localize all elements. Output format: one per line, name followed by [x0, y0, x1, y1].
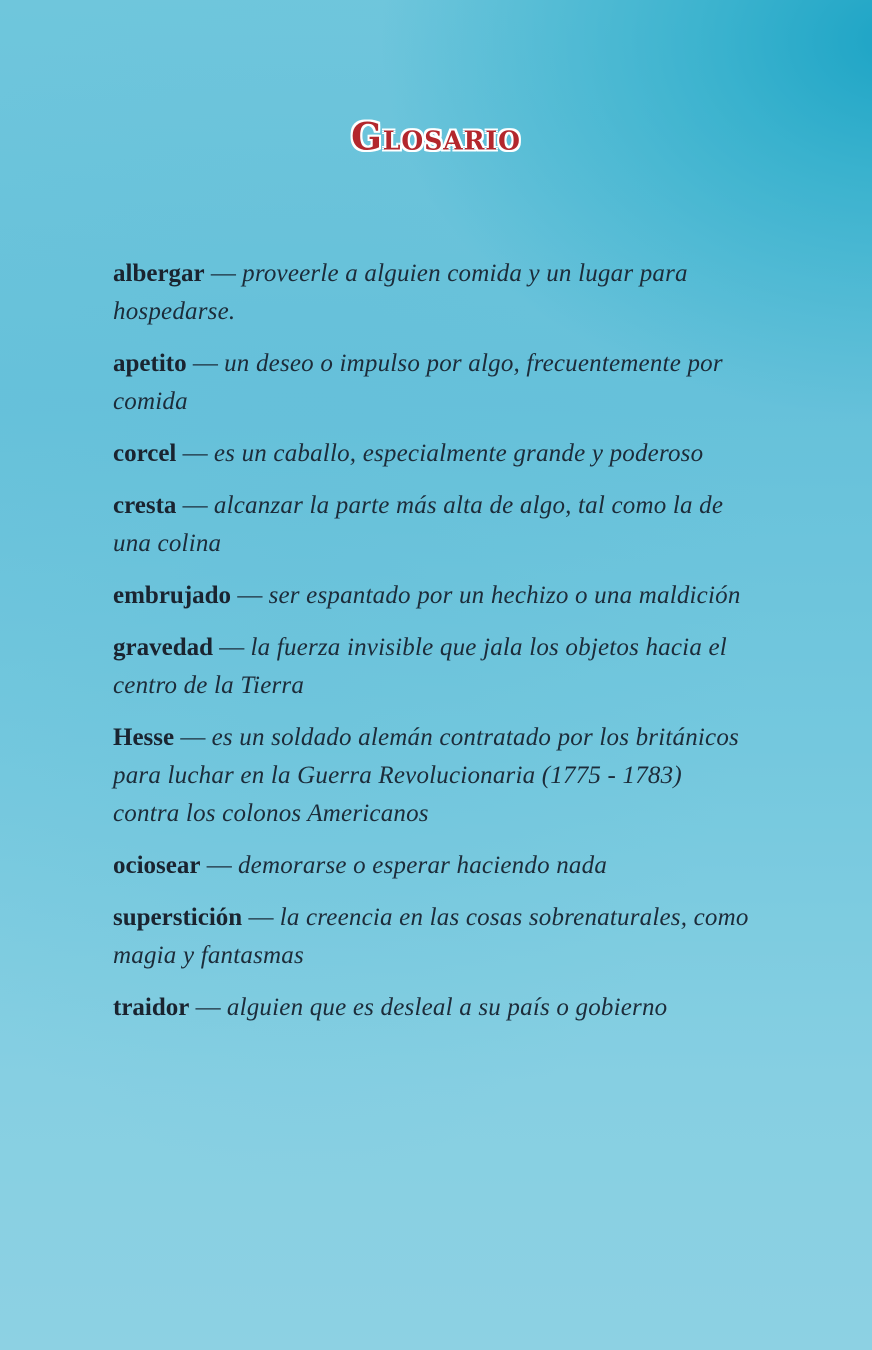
separator: —	[189, 994, 227, 1021]
glossary-definition: es un soldado alemán contratado por los británicos para luchar en la Guerra Revolucionaria (1775 - 1783) contra los colonos Americanos	[113, 724, 739, 827]
separator: —	[231, 582, 269, 609]
glossary-definition: proveerle a alguien comida y un lugar para hospedarse.	[113, 260, 688, 325]
glossary-term: cresta	[113, 492, 177, 519]
glossary-term: gravedad	[113, 634, 213, 661]
glossary-definition: ser espantado por un hechizo o una maldición	[268, 582, 741, 609]
glossary-entry	[113, 577, 753, 615]
glossary-entry	[113, 847, 753, 885]
glossary-entry	[113, 629, 753, 705]
page-title: Glosario	[351, 114, 521, 160]
glossary-term: embrujado	[113, 582, 232, 609]
separator: —	[204, 260, 243, 287]
separator: —	[213, 634, 251, 661]
separator: —	[174, 724, 212, 751]
separator: —	[200, 852, 238, 879]
glossary-term: superstición	[113, 904, 243, 931]
glossary-term: traidor	[113, 994, 190, 1021]
glossary-term: Hesse	[113, 724, 175, 751]
glossary-definition: alcanzar la parte más alta de algo, tal como la de una colina	[113, 492, 724, 557]
glossary-definition: la creencia en las cosas sobrenaturales, como magia y fantasmas	[113, 904, 749, 969]
glossary-definition: un deseo o impulso por algo, frecuentemente por comida	[113, 350, 723, 415]
glossary-list	[113, 255, 753, 1041]
glossary-entry	[113, 255, 753, 331]
glossary-entry	[113, 719, 753, 833]
glossary-entry	[113, 487, 753, 563]
glossary-entry	[113, 989, 753, 1027]
glossary-entry	[113, 345, 753, 421]
separator: —	[176, 492, 214, 519]
glossary-term: corcel	[113, 440, 177, 467]
glossary-definition: es un caballo, especialmente grande y poderoso	[213, 440, 704, 467]
separator: —	[242, 904, 280, 931]
glossary-definition: demorarse o esperar haciendo nada	[237, 852, 608, 879]
glossary-definition: alguien que es desleal a su país o gobierno	[226, 994, 668, 1021]
separator: —	[176, 440, 214, 467]
glossary-entry	[113, 899, 753, 975]
glossary-term: ociosear	[113, 852, 201, 879]
glossary-entry	[113, 435, 753, 473]
separator: —	[186, 350, 225, 377]
glossary-term: apetito	[113, 350, 187, 377]
glossary-definition: la fuerza invisible que jala los objetos hacia el centro de la Tierra	[113, 634, 727, 699]
glossary-term: albergar	[113, 260, 205, 287]
